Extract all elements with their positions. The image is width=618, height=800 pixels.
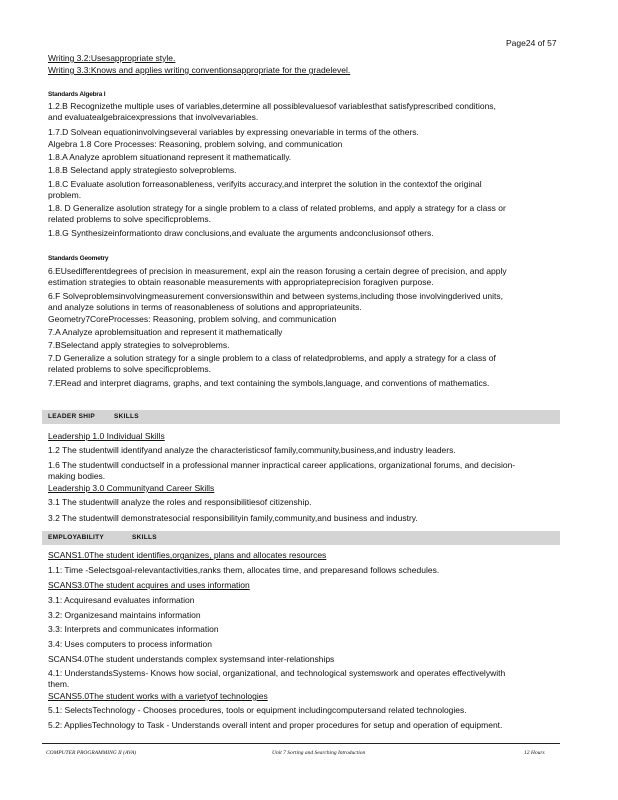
scans-item-cont: them. [48, 679, 70, 689]
footer-rule [42, 743, 560, 744]
scans-item: 3.3: Interprets and communicates information [48, 624, 219, 634]
geometry-item: 6.F Solveproblemsinvolvingmeasurement conversionswithin and between systems,including those involvingderived units, [48, 291, 503, 301]
algebra-item: 1.8. D Generalize asolution strategy for a single problem to a class of related problems, and apply a strategy for a class or [48, 203, 506, 213]
scans-1-heading: SCANS1.0The student identifies,organizes, plans and allocates resources [48, 550, 327, 560]
algebra-item: 1.2.B Recognizethe multiple uses of variables,determine all possiblevaluesof variablesthat satisfyprescribed conditions, [48, 101, 496, 111]
footer-unit: Unit 7 Sorting and Searching Introduction [272, 750, 366, 756]
algebra-item: 1.8.C Evaluate asolution forreasonableness, verifyits accuracy,and interpret the solution in the contextof the original [48, 179, 482, 189]
algebra-item: 1.8.G Synthesizeinformationto draw conclusions,and evaluate the arguments andconclusionsof others. [48, 228, 434, 238]
scans-item: 3.4: Uses computers to process information [48, 639, 212, 649]
geometry-item-cont: related problems to solve specificproblems. [48, 364, 211, 374]
scans-item: 5.2: AppliesTechnology to Task - Understands overall intent and proper procedures for setup and operation of equipment. [48, 720, 503, 730]
algebra-item-cont: and evaluatealgebraicexpressions that involvevariables. [48, 112, 259, 122]
algebra-item: 1.7.D Solvean equationinvolvingseveral variables by expressing onevariable in terms of the others. [48, 127, 419, 137]
leadership-item: 1.2 The studentwill identifyand analyze the characteristicsof family,community,business,and industry leaders. [48, 445, 456, 455]
scans-item: 3.1: Acquiresand evaluates information [48, 595, 195, 605]
geometry-item-cont: estimation strategies to obtain reasonable measurements with appropriateprecision foragiven purpose. [48, 277, 434, 287]
leadership-item: 3.1 The studentwill analyze the roles and responsibilitiesof citizenship. [48, 497, 312, 507]
algebra-item: 1.8.A Analyze aproblem situationand represent it mathematically. [48, 152, 292, 162]
writing-3-2-standard: Writing 3.2:Usesappropriate style. [48, 53, 176, 63]
footer-hours: 12 Hours [524, 750, 545, 756]
leadership-skills-bar [42, 410, 560, 424]
writing-3-3-standard: Writing 3.3:Knows and applies writing conventionsappropriate for the gradelevel. [48, 65, 351, 75]
leadership-item-cont: making bodies. [48, 471, 106, 481]
scans-4-heading: SCANS4.0The student understands complex systemsand inter-relationships [48, 654, 335, 664]
geometry-item: 7.A Analyze aproblemsituation and represent it mathematically [48, 327, 283, 337]
algebra-item-cont: problem. [48, 190, 82, 200]
scans-3-heading: SCANS3.0The student acquires and uses information [48, 580, 250, 590]
geometry-item: 7.D Generalize a solution strategy for a single problem to a class of relatedproblems, and apply a strategy for a class of [48, 353, 496, 363]
leadership-bar-skills: SKILLS [114, 413, 139, 420]
employability-bar-skills: SKILLS [132, 534, 157, 541]
scans-item: 4.1: UnderstandsSystems- Knows how social, organizational, and technological systemswork and operates effectivelywith [48, 668, 506, 678]
scans-item: 5.1: SelectsTechnology - Chooses procedures, tools or equipment includingcomputersand related technologies. [48, 705, 467, 715]
scans-5-heading: SCANS5.0The student works with a varietyof technologies [48, 691, 268, 701]
algebra-item: 1.8.B Selectand apply strategiesto solveproblems. [48, 165, 237, 175]
geometry-item: 7.BSelectand apply strategies to solveproblems. [48, 340, 230, 350]
leadership-item: 1.6 The studentwill conductself in a professional manner inpractical career applications, organizational forums, and decision- [48, 460, 516, 470]
algebra-heading: Standards Algebra I [48, 91, 106, 98]
leadership-item: 3.2 The studentwill demonstratesocial responsibilityin family,community,and business and industry. [48, 513, 418, 523]
scans-item: 3.2: Organizesand maintains information [48, 610, 201, 620]
leadership-1-heading: Leadership 1.0 Individual Skills [48, 431, 165, 441]
scans-item: 1.1: Time -Selectsgoal-relevantactivities,ranks them, allocates time, and preparesand follows schedules. [48, 565, 440, 575]
algebra-item-cont: related problems to solve specificproblems. [48, 214, 211, 224]
geometry-item-cont: and analyze solutions in terms of reasonableness of solutions and appropriateunits. [48, 302, 362, 312]
geometry-item: 6.EUsedifferentdegrees of precision in measurement, expl ain the reason forusing a certain degree of precision, and apply [48, 266, 507, 276]
employability-skills-bar [42, 531, 560, 545]
leadership-bar-label: LEADER SHIP [48, 413, 96, 420]
leadership-3-heading: Leadership 3.0 Communityand Career Skills [48, 483, 215, 493]
algebra-core-processes: Algebra 1.8 Core Processes: Reasoning, problem solving, and communication [48, 139, 343, 149]
geometry-item: 7.ERead and interpret diagrams, graphs, and text containing the symbols,language, and conventions of mathematics. [48, 378, 490, 388]
geometry-heading: Standards Geometry [48, 255, 109, 262]
employability-bar-label: EMPLOYABILITY [48, 534, 105, 541]
geometry-core-processes: Geometry7CoreProcesses: Reasoning, problem solving, and communication [48, 314, 337, 324]
page-number: Page24 of 57 [506, 38, 557, 48]
footer-course: COMPUTER PROGRAMMING II (AVA) [46, 750, 137, 756]
